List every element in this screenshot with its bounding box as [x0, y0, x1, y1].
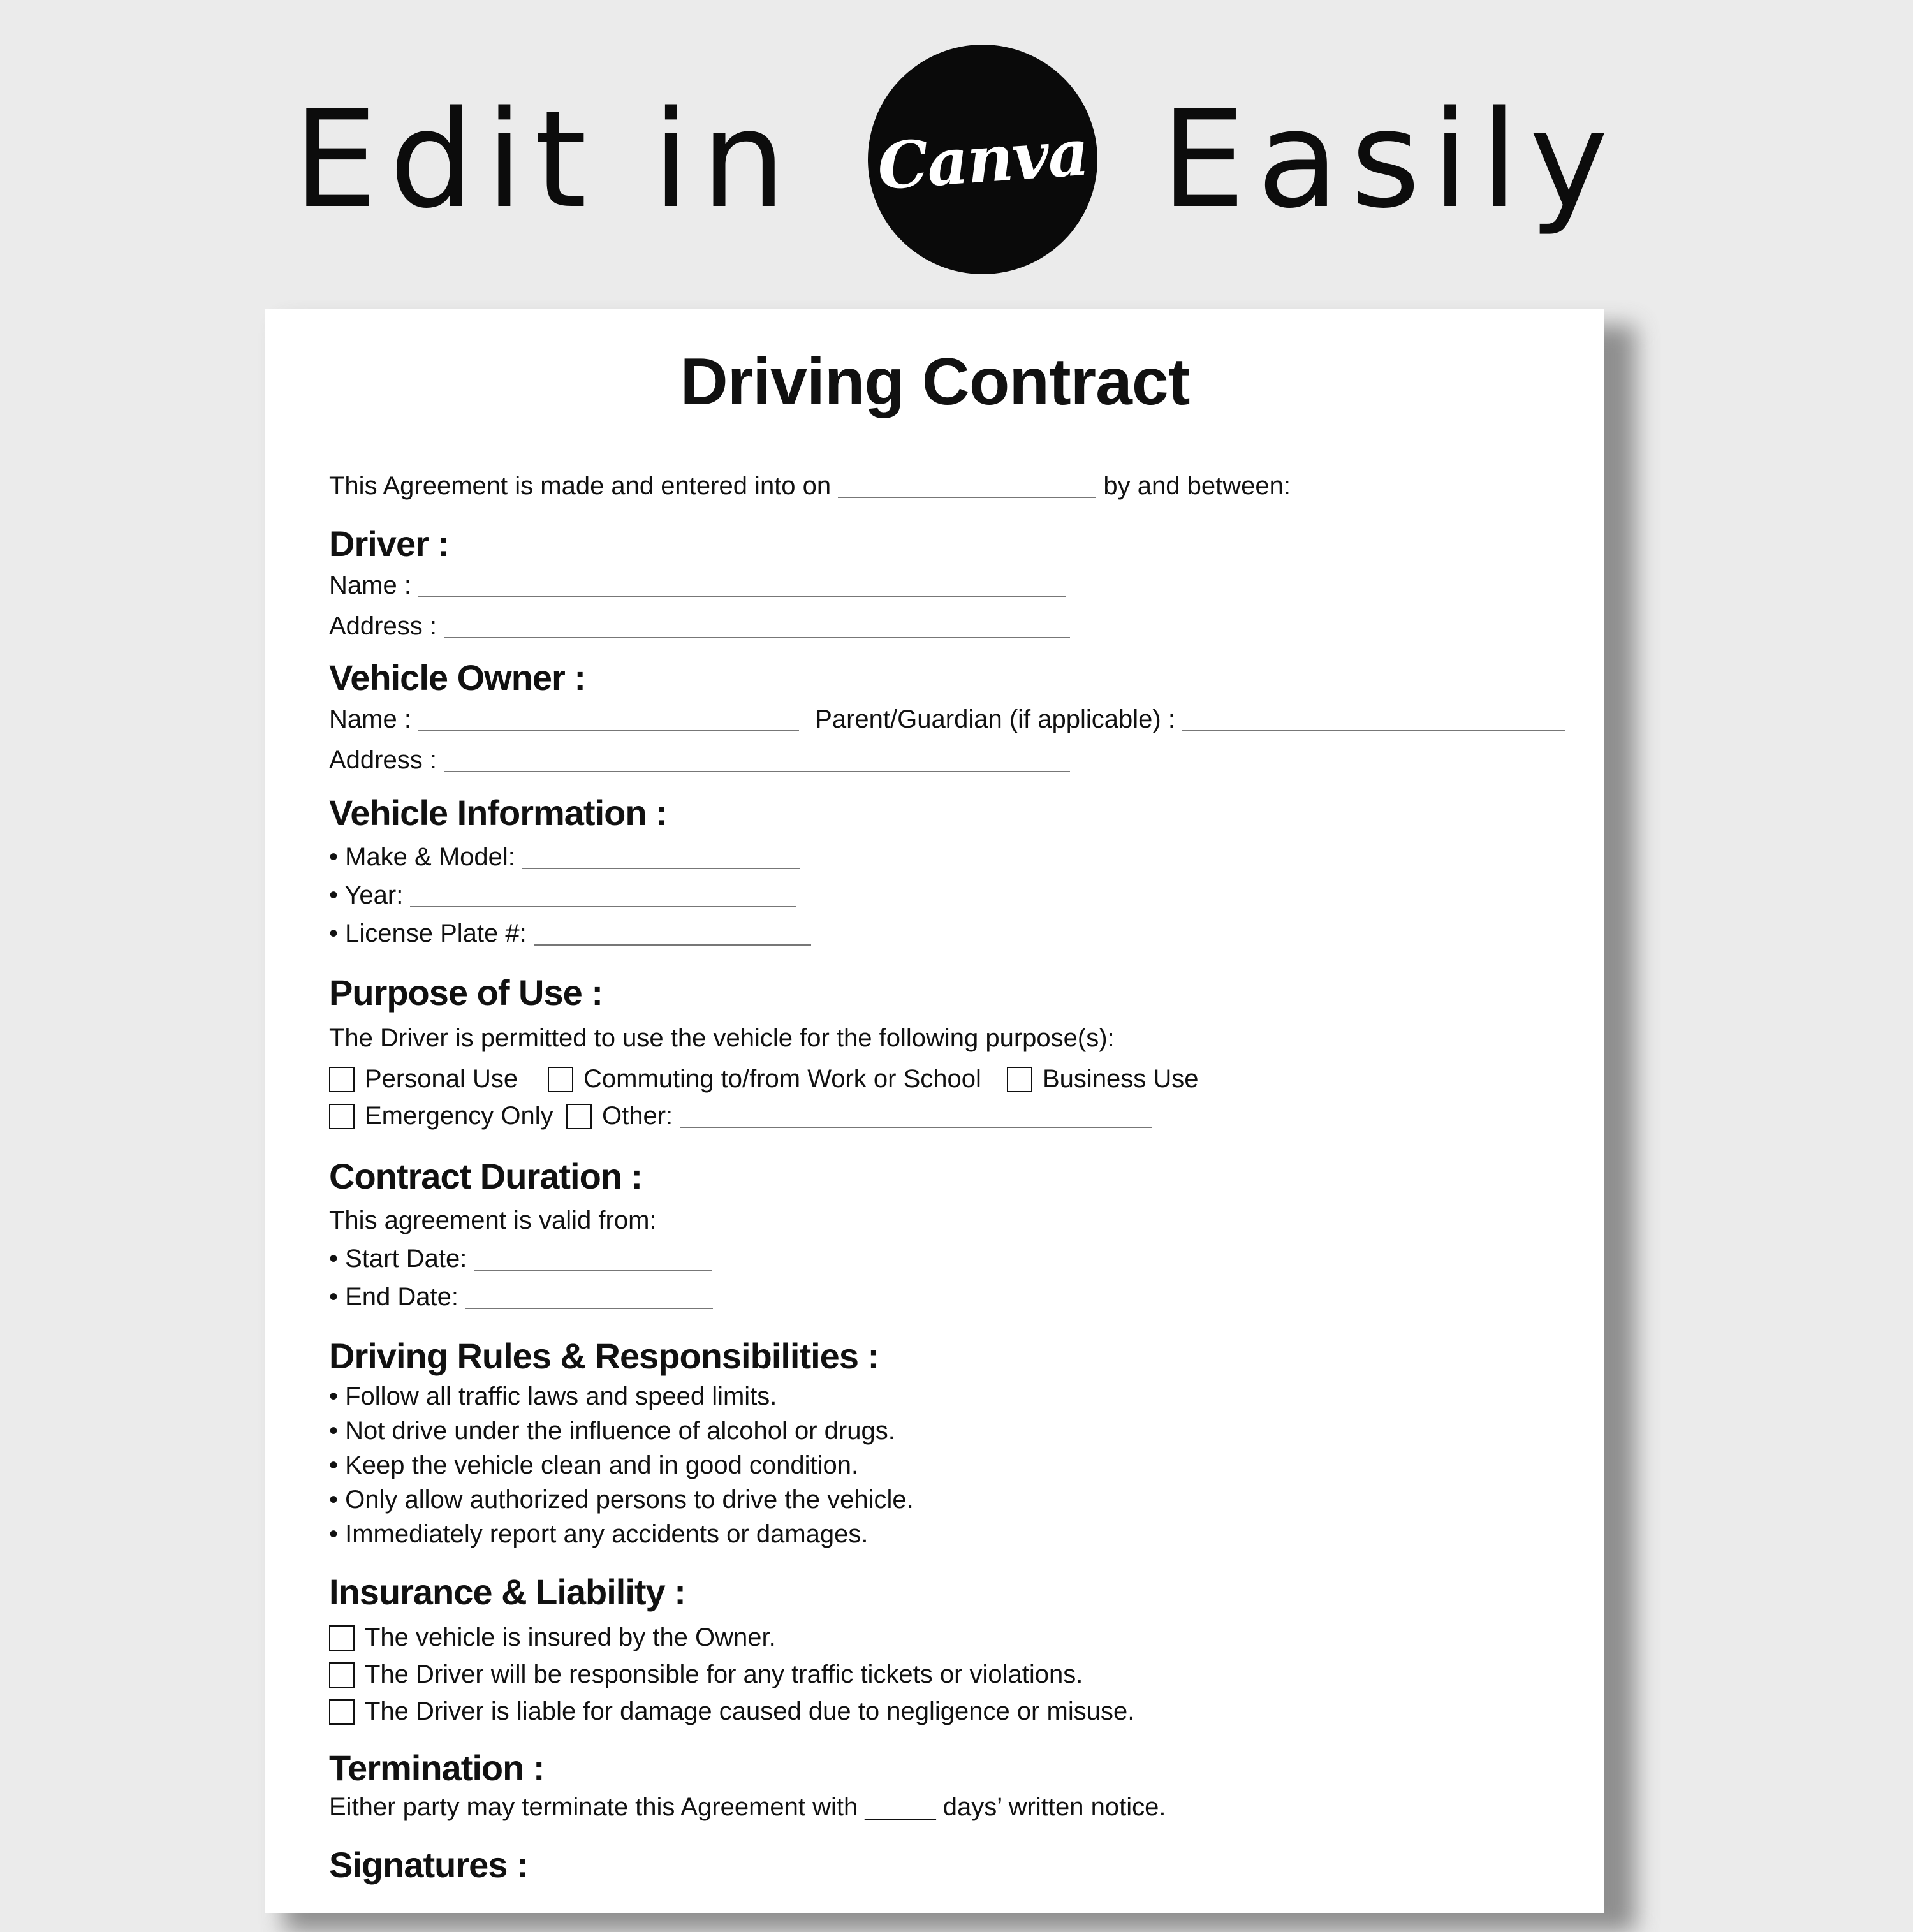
- intro-before: This Agreement is made and entered into on: [329, 472, 832, 500]
- purpose-row-2: [329, 1102, 1152, 1131]
- checkbox[interactable]: [329, 1104, 355, 1129]
- owner-name-field[interactable]: [418, 706, 799, 731]
- checkbox[interactable]: [329, 1699, 355, 1725]
- insurance-item[interactable]: The Driver is liable for damage caused due to negligence or misuse.: [329, 1697, 1134, 1726]
- other-purpose-field[interactable]: [680, 1102, 1152, 1128]
- driver-name-field[interactable]: [418, 572, 1066, 597]
- make-row: [329, 843, 800, 872]
- canva-logo: [868, 45, 1097, 274]
- rule-item: • Only allow authorized persons to drive the vehicle.: [329, 1486, 914, 1514]
- driver-heading: Driver :: [329, 523, 450, 564]
- driver-name-label: Name :: [329, 571, 411, 599]
- driver-address-row: [329, 612, 1070, 641]
- agreement-date-field[interactable]: [838, 472, 1096, 498]
- plate-label: • License Plate #:: [329, 919, 527, 948]
- contract-body: [329, 309, 1541, 1913]
- owner-name-label: Name :: [329, 705, 411, 733]
- rule-item: • Not drive under the influence of alcohol or drugs.: [329, 1417, 895, 1445]
- make-field[interactable]: [522, 844, 800, 869]
- canva-logo-text: Canva: [874, 114, 1090, 205]
- option-other[interactable]: Other:: [566, 1102, 673, 1131]
- checkbox[interactable]: [1007, 1067, 1032, 1092]
- purpose-heading: Purpose of Use :: [329, 972, 603, 1013]
- start-date-row: [329, 1245, 712, 1273]
- option-business-use[interactable]: Business Use: [1007, 1065, 1199, 1094]
- driver-name-row: [329, 571, 1066, 600]
- checkbox[interactable]: [329, 1067, 355, 1092]
- insurance-item[interactable]: The Driver will be responsible for any traffic tickets or violations.: [329, 1660, 1083, 1689]
- rule-item: • Keep the vehicle clean and in good condition.: [329, 1451, 859, 1479]
- purpose-row-1: [329, 1065, 1199, 1094]
- insurance-item[interactable]: The vehicle is insured by the Owner.: [329, 1623, 776, 1652]
- owner-name-row: [329, 705, 1565, 734]
- end-date-row: [329, 1283, 713, 1312]
- checkbox[interactable]: [329, 1625, 355, 1651]
- guardian-label: Parent/Guardian (if applicable) :: [815, 705, 1175, 733]
- option-emergency-only[interactable]: Emergency Only: [329, 1102, 566, 1131]
- banner-left-text: Edit in: [293, 81, 798, 238]
- owner-address-label: Address :: [329, 746, 437, 774]
- duration-heading: Contract Duration :: [329, 1156, 643, 1196]
- end-date-label: • End Date:: [329, 1283, 459, 1311]
- rule-item: • Follow all traffic laws and speed limits.: [329, 1382, 777, 1410]
- driver-address-field[interactable]: [444, 613, 1070, 638]
- document-title: Driving Contract: [680, 345, 1190, 419]
- start-date-field[interactable]: [474, 1245, 712, 1271]
- banner-right-text: Easily: [1161, 81, 1620, 238]
- owner-address-field[interactable]: [444, 747, 1070, 772]
- termination-heading: Termination :: [329, 1748, 545, 1788]
- document-sheet: [265, 309, 1604, 1913]
- intro-after: by and between:: [1103, 472, 1291, 500]
- promo-banner: [0, 38, 1913, 281]
- termination-text: Either party may terminate this Agreement with _____ days’ written notice.: [329, 1793, 1166, 1821]
- year-row: [329, 881, 796, 910]
- checkbox[interactable]: [548, 1067, 573, 1092]
- driver-address-label: Address :: [329, 612, 437, 640]
- owner-address-row: [329, 746, 1070, 775]
- intro-line: [329, 472, 1291, 501]
- guardian-field[interactable]: [1182, 706, 1565, 731]
- duration-text: This agreement is valid from:: [329, 1206, 657, 1234]
- rule-item: • Immediately report any accidents or damages.: [329, 1520, 869, 1548]
- year-field[interactable]: [410, 882, 796, 907]
- year-label: • Year:: [329, 881, 404, 909]
- start-date-label: • Start Date:: [329, 1245, 467, 1273]
- insurance-heading: Insurance & Liability :: [329, 1572, 685, 1612]
- checkbox[interactable]: [329, 1662, 355, 1688]
- option-commuting[interactable]: Commuting to/from Work or School: [548, 1065, 1007, 1094]
- plate-field[interactable]: [534, 920, 811, 946]
- rules-heading: Driving Rules & Responsibilities :: [329, 1336, 879, 1376]
- checkbox[interactable]: [566, 1104, 592, 1129]
- signatures-heading: Signatures :: [329, 1845, 528, 1885]
- plate-row: [329, 919, 811, 948]
- option-personal-use[interactable]: Personal Use: [329, 1065, 548, 1094]
- purpose-text: The Driver is permitted to use the vehicle for the following purpose(s):: [329, 1024, 1115, 1052]
- make-label: • Make & Model:: [329, 843, 515, 871]
- owner-heading: Vehicle Owner :: [329, 657, 586, 698]
- end-date-field[interactable]: [465, 1284, 713, 1309]
- vehicle-heading: Vehicle Information :: [329, 793, 667, 833]
